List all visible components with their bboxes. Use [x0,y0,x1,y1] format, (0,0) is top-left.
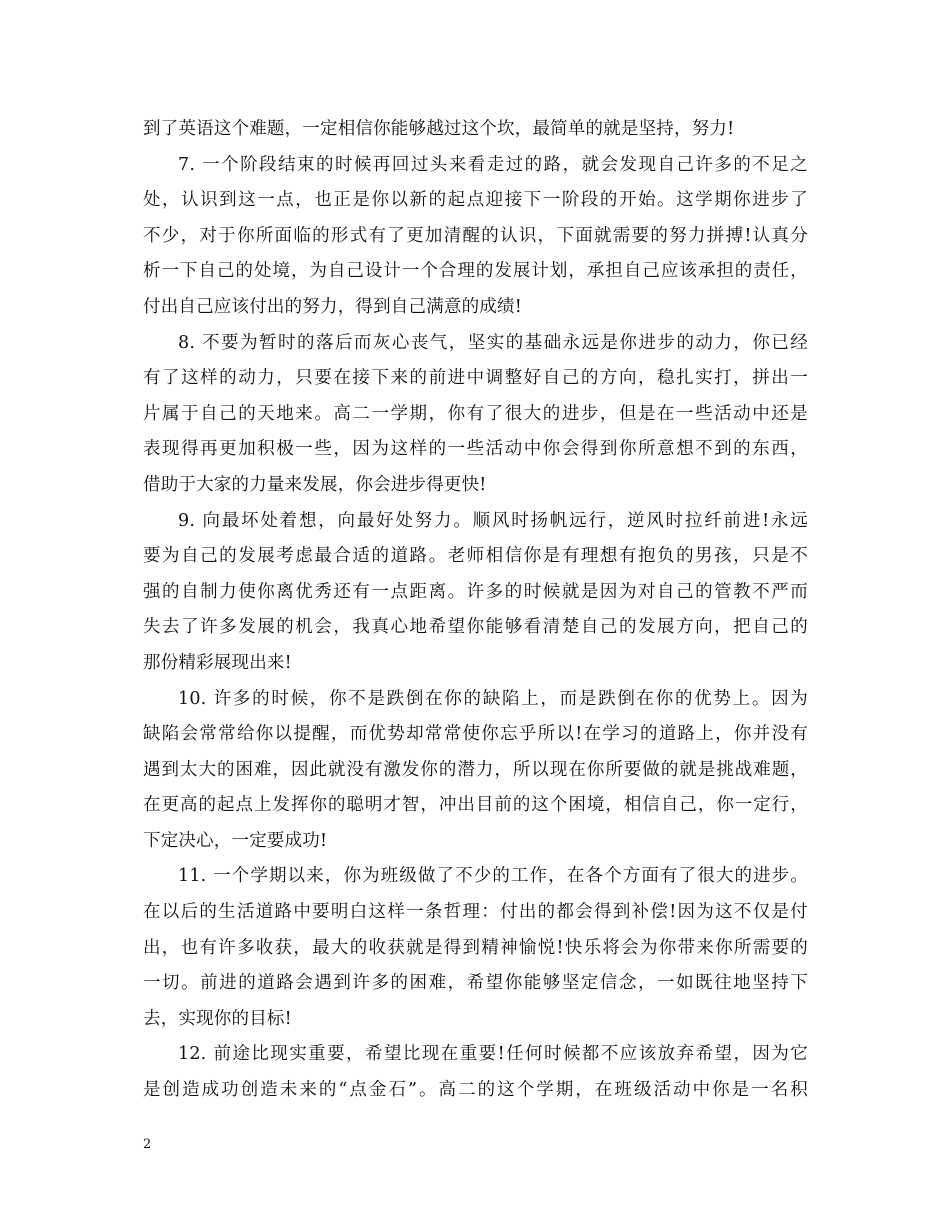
text-line: 出，也有许多收获，最大的收获就是得到精神愉悦!快乐将会为你带来你所需要的 [143,937,808,958]
text-line: 析一下自己的处境，为自己设计一个合理的发展计划，承担自己应该承担的责任， [143,261,808,282]
text-line: 12. 前途比现实重要，希望比现在重要!任何时候都不应该放弃希望，因为它 [178,1044,808,1065]
text-line: 到了英语这个难题，一定相信你能够越过这个坎，最简单的就是坚持，努力! [143,119,735,139]
text-line: 表现得再更加积极一些，因为这样的一些活动中你会得到你所意想不到的东西， [143,439,808,460]
text-line: 那份精彩展现出来! [143,652,292,673]
text-line: 在以后的生活道路中要明白这样一条哲理：付出的都会得到补偿!因为这不仅是付 [143,902,808,923]
text-line: 下定决心，一定要成功! [143,830,328,851]
text-line: 缺陷会常常给你以提醒，而优势却常常使你忘乎所以!在学习的道路上，你并没有 [143,724,808,745]
text-line: 不少，对于你所面临的形式有了更加清醒的认识，下面就需要的努力拼搏!认真分 [143,225,808,246]
text-line: 片属于自己的天地来。高二一学期，你有了很大的进步，但是在一些活动中还是 [143,403,808,424]
text-line: 10. 许多的时候，你不是跌倒在你的缺陷上，而是跌倒在你的优势上。因为 [178,688,808,709]
text-line: 付出自己应该付出的努力，得到自己满意的成绩! [143,296,522,317]
text-line: 9. 向最坏处着想，向最好处努力。顺风时扬帆远行，逆风时拉纤前进!永远 [178,510,808,531]
text-line: 7. 一个阶段结束的时候再回过头来看走过的路，就会发现自己许多的不足之 [178,154,808,175]
text-line: 去，实现你的目标! [143,1008,292,1029]
text-line: 遇到太大的困难，因此就没有激发你的潜力，所以现在你所要做的就是挑战难题， [143,759,808,780]
document-body [143,112,808,1109]
text-line: 要为自己的发展考虑最合适的道路。老师相信你是有理想有抱负的男孩，只是不 [143,546,808,567]
text-line: 处，认识到这一点，也正是你以新的起点迎接下一阶段的开始。这学期你进步了 [143,190,808,211]
text-line: 是创造成功创造未来的“点金石”。高二的这个学期，在班级活动中你是一名积 [143,1080,808,1101]
text-line: 失去了许多发展的机会，我真心地希望你能够看清楚自己的发展方向，把自己的 [143,617,808,638]
text-line: 8. 不要为暂时的落后而灰心丧气，坚实的基础永远是你进步的动力，你已经 [178,332,808,353]
text-line: 一切。前进的道路会遇到许多的困难，希望你能够坚定信念，一如既往地坚持下 [143,973,808,994]
page-number: 2 [143,1137,152,1152]
text-line: 强的自制力使你离优秀还有一点距离。许多的时候就是因为对自己的管教不严而 [143,581,808,602]
text-line: 在更高的起点上发挥你的聪明才智，冲出目前的这个困境，相信自己，你一定行， [143,795,808,816]
text-line: 11. 一个学期以来，你为班级做了不少的工作，在各个方面有了很大的进步。 [178,866,808,887]
text-line: 有了这样的动力，只要在接下来的前进中调整好自己的方向，稳扎实打，拼出一 [143,368,808,389]
text-line: 借助于大家的力量来发展，你会进步得更快! [143,474,487,495]
